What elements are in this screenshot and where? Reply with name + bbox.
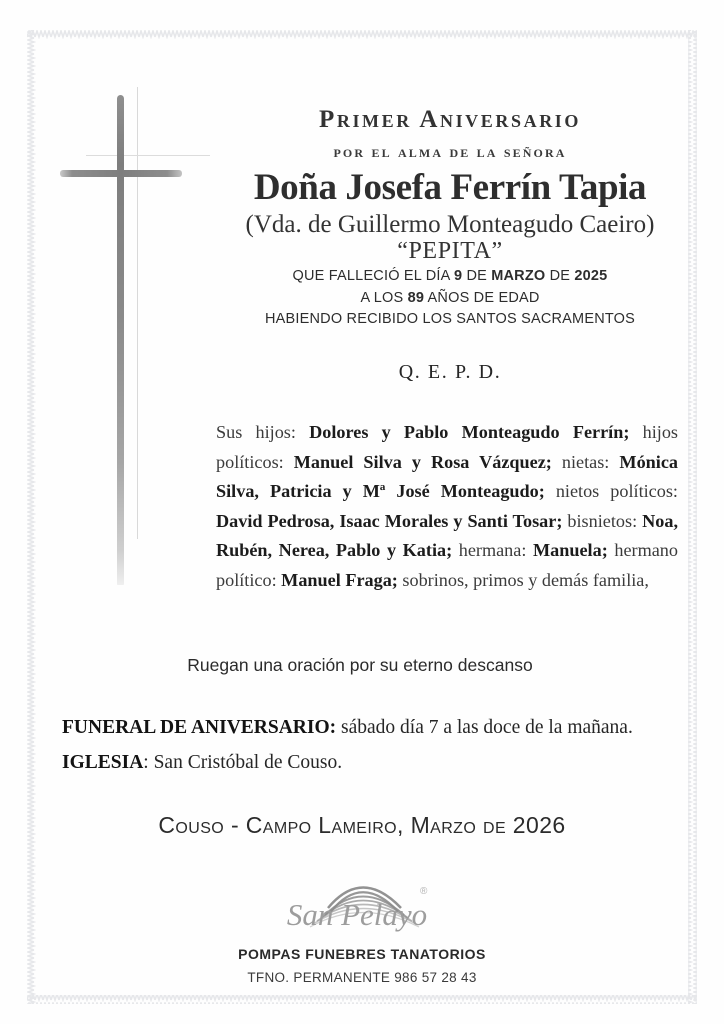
widow-of-line: (Vda. de Guillermo Monteagudo Caeiro) bbox=[245, 211, 655, 238]
death-date-suffix: DE bbox=[545, 268, 575, 284]
family-segment-14: sobrinos, primos y demás familia, bbox=[397, 569, 649, 590]
death-month: MARZO bbox=[491, 268, 546, 284]
nickname: “PEPITA” bbox=[397, 238, 503, 264]
anniversary-heading: Primer Aniversario bbox=[318, 106, 582, 133]
church-label: IGLESIA bbox=[62, 752, 144, 773]
family-segment-9: Noa, Rubén, Nerea, Pablo y Katia; bbox=[216, 510, 678, 560]
death-date-mid: DE bbox=[462, 268, 492, 284]
funeral-details: sábado día 7 a las doce de la mañana. bbox=[336, 717, 633, 738]
phone-line: TFNO. PERMANENTE 986 57 28 43 bbox=[247, 970, 477, 985]
cross-ghost-horizontal bbox=[86, 155, 210, 156]
cross-icon bbox=[60, 95, 235, 595]
family-segment-13: Manuel Fraga; bbox=[281, 569, 398, 590]
sacraments-line: HABIENDO RECIBIDO LOS SANTOS SACRAMENTOS bbox=[264, 311, 636, 327]
family-segment-5: Mónica Silva, Patricia y Mª José Monteagudo; bbox=[216, 451, 679, 501]
family-segment-12: hermano político: bbox=[216, 540, 678, 590]
age-suffix: AÑOS DE EDAD bbox=[424, 290, 540, 306]
family-segment-10: hermana: bbox=[452, 540, 533, 560]
family-segment-8: bisnietos: bbox=[562, 510, 643, 531]
registered-trademark-icon: ® bbox=[420, 886, 428, 897]
place-and-date: Couso - Campo Lameiro, Marzo de 2026 bbox=[158, 812, 566, 838]
rip-abbreviation: Q. E. P. D. bbox=[398, 361, 502, 383]
age-value: 89 bbox=[407, 290, 425, 306]
family-segment-2: hijos políticos: bbox=[216, 422, 678, 472]
company-services: POMPAS FUNEBRES TANATORIOS bbox=[238, 946, 486, 962]
deceased-name: Doña Josefa Ferrín Tapia bbox=[253, 167, 647, 208]
family-segment-0: Sus hijos: bbox=[216, 422, 310, 442]
funeral-label: FUNERAL DE ANIVERSARIO: bbox=[62, 717, 337, 738]
cross-horizontal-beam bbox=[60, 170, 182, 177]
family-segment-3: Manuel Silva y Rosa Vázquez; bbox=[293, 451, 552, 472]
death-date-prefix: QUE FALLECIÓ EL DÍA bbox=[292, 268, 454, 284]
church-details: : San Cristóbal de Couso. bbox=[143, 752, 343, 773]
for-the-soul-of-line: por el alma de la señora bbox=[333, 142, 567, 161]
logo-wordmark: San Pelayo bbox=[286, 897, 428, 932]
age-line bbox=[240, 290, 660, 306]
death-day: 9 bbox=[453, 268, 463, 284]
prayer-request: Ruegan una oración por su eterno descanso bbox=[187, 655, 533, 675]
age-prefix: A LOS bbox=[360, 290, 408, 306]
cross-vertical-beam bbox=[117, 95, 124, 585]
family-segment-6: nietos políticos: bbox=[544, 481, 678, 501]
family-segment-11: Manuela; bbox=[532, 540, 608, 560]
death-year: 2025 bbox=[574, 268, 608, 284]
family-segment-1: Dolores y Pablo Monteagudo Ferrín; bbox=[309, 422, 630, 442]
family-members-paragraph bbox=[216, 418, 678, 595]
church-line bbox=[62, 752, 672, 774]
death-date-line bbox=[240, 268, 660, 284]
san-pelayo-logo bbox=[282, 862, 442, 934]
family-segment-7: David Pedrosa, Isaac Morales y Santi Tosar; bbox=[216, 510, 563, 531]
family-segment-4: nietas: bbox=[551, 451, 620, 472]
funeral-line bbox=[62, 717, 672, 739]
